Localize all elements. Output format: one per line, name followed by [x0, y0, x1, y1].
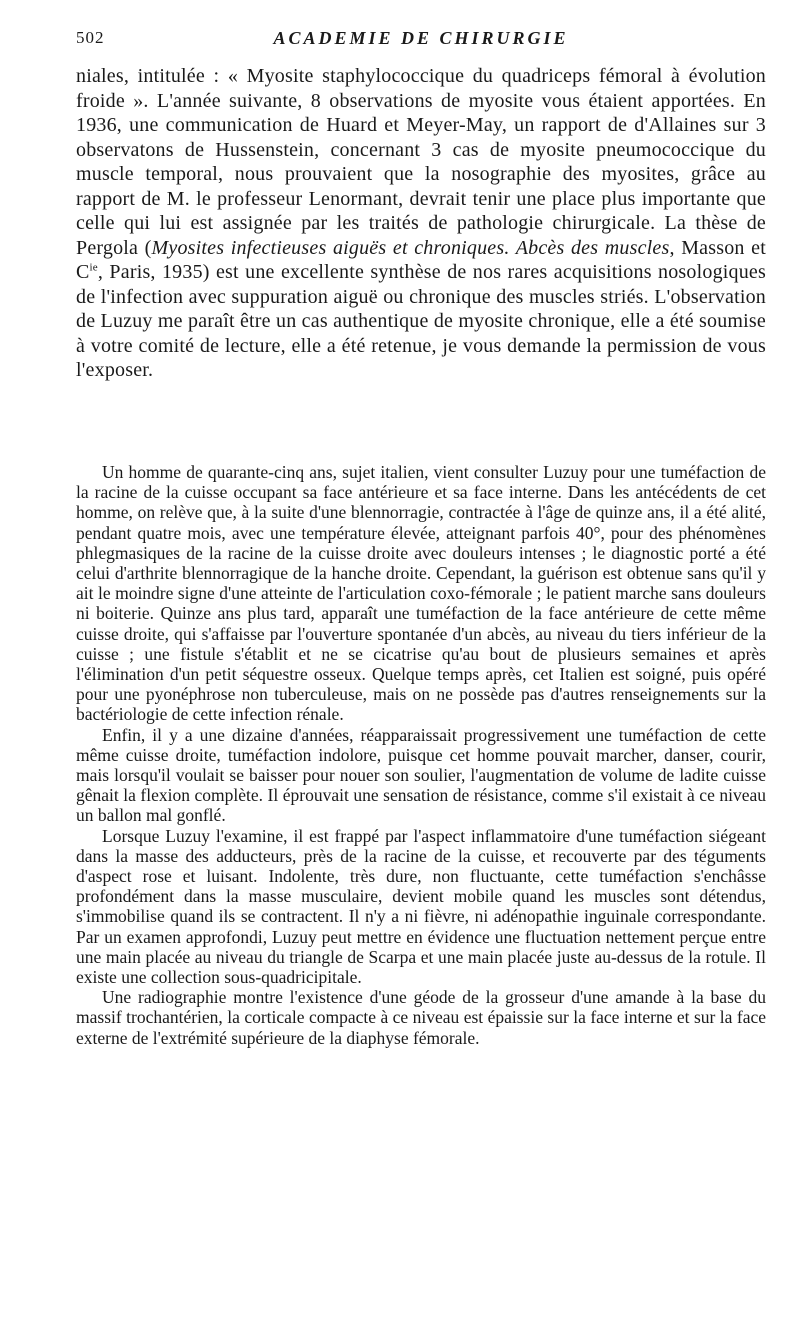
page-header [76, 28, 766, 52]
page-number: 502 [76, 28, 105, 47]
case-report-section [76, 462, 766, 1048]
case-paragraph-4: Une radiographie montre l'existence d'une géode de la grosseur d'une amande à la base du massif trochantérien, la corticale compacte à ce niveau est épaissie sur la face interne et sur la face externe de l'extrémité supérieure de la diaphyse fémorale. [76, 987, 766, 1048]
case-paragraph-1: Un homme de quarante-cinq ans, sujet italien, vient consulter Luzuy pour une tuméfaction de la racine de la cuisse occupant sa face antérieure et sa face interne. Dans les antécédents de cet homme, on relève que, à la suite d'une blennorragie, contractée à l'âge de quinze ans, il a été alité, pendant quatre mois, avec une température élevée, atteignant parfois 40°, pour des phénomènes phlegmasiques de la racine de la cuisse droite avec douleurs intenses ; le diagnostic porté a été celui d'arthrite blennorragique de la hanche droite. Cependant, la guérison est obtenue sans qu'il y ait le moindre signe d'une atteinte de l'articulation coxo-fémorale ; le patient marche sans douleurs ni boiterie. Quinze ans plus tard, apparaît une tuméfaction de la face antérieure de cette même cuisse droite, qui s'affaisse par l'ouverture spontanée d'un abcès, au niveau du tiers inférieur de la cuisse ; une fistule s'établit et ne se cicatrise qu'au bout de plusieurs semaines et après l'élimination d'un petit séquestre osseux. Quelque temps après, cet Italien est soigné, puis opéré pour une pyonéphrose non tuberculeuse, mais on ne possède pas d'autres renseignements sur la bactériologie de cette infection rénale. [76, 462, 766, 725]
running-title: ACADEMIE DE CHIRURGIE [273, 28, 569, 48]
intro-paragraph [76, 64, 766, 383]
thesis-title: Myosites infectieuses aiguës et chroniques. Abcès des muscles [151, 236, 670, 259]
case-paragraph-2: Enfin, il y a une dizaine d'années, réapparaissait progressivement une tuméfaction de cette même cuisse droite, tuméfaction indolore, puisque cet homme pouvait marcher, danser, courir, mais lorsqu'il voulait se baisser pour nouer son soulier, l'augmentation de volume de ladite cuisse gênait la flexion complète. Il éprouvait une sensation de résistance, comme s'il existait à ce niveau un ballon mal gonflé. [76, 724, 766, 826]
case-paragraph-3: Lorsque Luzuy l'examine, il est frappé par l'aspect inflammatoire d'une tuméfaction siégeant dans la masse des adducteurs, près de la racine de la cuisse, et recouverte par des téguments d'aspect rose et luisant. Indolente, très dure, non fluctuante, cette tuméfaction s'enchâsse profondément dans la masse musculaire, devient mobile quand les muscles sont détendus, s'immobilise quand ils se contractent. Il n'y a ni fièvre, ni adénopathie inguinale correspondante. Par un examen approfondi, Luzuy peut mettre en évidence une fluctuation nettement perçue entre une main placée au niveau du triangle de Scarpa et une main placée juste au-dessus de la rotule. Il existe une collection sous-quadricipitale. [76, 825, 766, 988]
intro-text-2: , Masson et C [76, 236, 766, 283]
intro-text-1: niales, intitulée : « Myosite staphylococcique du quadriceps fémoral à évolution froide ». L'année suivante, 8 observations de myosite vous étaient apportées. En 1936, une communication de Huard et Meyer-May, un rapport de d'Allaines sur 3 observatons de Hussenstein, concernant 3 cas de myosite pneumococcique du muscle temporal, nous prouvaient que la nosographie des myosites, grâce au rapport de M. le professeur Lenormant, devrait tenir une place plus importante que celle qui lui est assignée par les traités de pathologie chirurgicale. La thèse de Pergola ( [76, 65, 766, 259]
intro-section [76, 64, 766, 383]
intro-text-3: , Paris, 1935) est une excellente synthèse de nos rares acquisitions nosologiques de l'infection avec suppuration aiguë ou chronique des muscles striés. L'observation de Luzuy me paraît être un cas authentique de myosite chronique, elle a été soumise à votre comité de lecture, elle a été retenue, je vous demande la permission de vous l'exposer. [76, 261, 766, 381]
superscript-ie: ie [89, 261, 98, 274]
